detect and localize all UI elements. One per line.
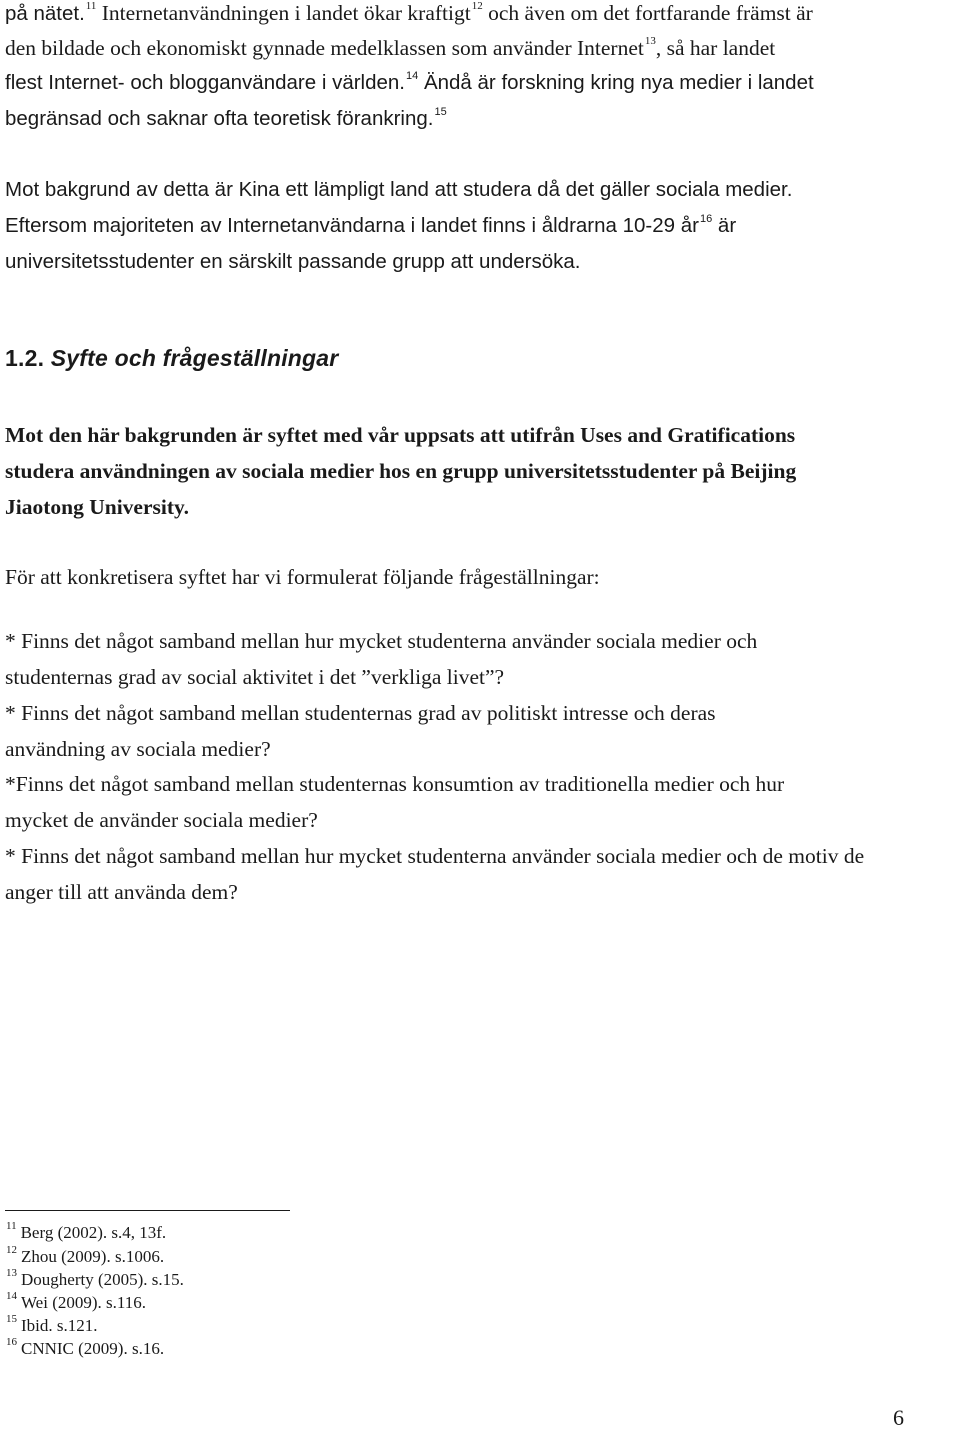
- footnote-ref-15[interactable]: 15: [434, 106, 447, 118]
- question-4-line2: anger till att använda dem?: [5, 880, 238, 904]
- purpose-line1: Mot den här bakgrunden är syftet med vår uppsats att utifrån Uses and Gratifications: [5, 423, 796, 447]
- footnote-14: $^{14}$ Wei (2009). s.116.: [6, 1290, 147, 1312]
- para2-line3: universitetsstudenter en särskilt passande grupp att undersöka.: [5, 250, 581, 273]
- question-4-line1: * Finns det något samband mellan hur mycket studenterna använder sociala medier och de motiv de: [5, 844, 865, 868]
- question-1-line1: * Finns det något samband mellan hur mycket studenterna använder sociala medier och: [5, 629, 758, 653]
- footnote-11: $^{11}$ Berg (2002). s.4, 13f.: [6, 1220, 167, 1242]
- question-2-line2: användning av sociala medier?: [5, 737, 271, 761]
- footnote-ref-12[interactable]: 12: [471, 0, 483, 12]
- footnote-ref-14[interactable]: 14: [406, 70, 419, 82]
- footnote-15: $^{15}$ Ibid. s.121.: [6, 1313, 98, 1335]
- question-3-line1: *Finns det något samband mellan studenternas konsumtion av traditionella medier och hur: [5, 772, 785, 796]
- para2-line2: Eftersom majoriteten av Internetanvändarna i landet finns i åldrarna 10-29 $år^{16}$ är: [5, 213, 737, 237]
- para1-line3: flest Internet- och blogganvändare i världen.$^{14}$ Ändå är forskning kring nya medier i landet: [5, 70, 814, 94]
- footnote-ref-13[interactable]: 13: [644, 35, 656, 47]
- footnote-16: $^{16}$ CNNIC (2009). s.16.: [6, 1336, 165, 1358]
- footnote-12: $^{12}$ Zhou (2009). s.1006.: [6, 1244, 165, 1266]
- question-3-line2: mycket de använder sociala medier?: [5, 808, 318, 832]
- footnote-separator: [5, 1210, 290, 1211]
- section-number: 1.2.: [5, 345, 45, 371]
- footnote-ref-16[interactable]: 16: [699, 213, 713, 225]
- para1-line2: den bildade och ekonomiskt gynnade medelklassen som använder Internet$^{13}$, så har landet: [5, 35, 776, 60]
- question-2-line1: * Finns det något samband mellan studenternas grad av politiskt intresse och deras: [5, 701, 716, 725]
- para2-line1: Mot bakgrund av detta är Kina ett lämpligt land att studera då det gäller sociala medier.: [5, 178, 793, 201]
- footnote-13: $^{13}$ Dougherty (2005). s.15.: [6, 1267, 184, 1289]
- para1-line4: begränsad och saknar ofta teoretisk förankring.$^{15}$: [5, 106, 447, 130]
- purpose-line3: Jiaotong University.: [5, 495, 189, 519]
- section-title: Syfte och frågeställningar: [44, 345, 339, 371]
- para1-line1: på nätet.$^{11}$ Internetanvändningen i landet ökar kraftigt$^{12}$ och även om det fortfarande främst är: [5, 0, 813, 25]
- question-1-line2: studenternas grad av social aktivitet i det ”verkliga livet”?: [5, 665, 505, 689]
- purpose-line2: studera användningen av sociala medier hos en grupp universitetsstudenter på Beijing: [5, 459, 797, 483]
- footnote-ref-11[interactable]: 11: [85, 0, 97, 12]
- questions-intro: För att konkretisera syftet har vi formulerat följande frågeställningar:: [5, 565, 600, 589]
- section-heading: [5, 345, 338, 372]
- page-number: 6: [893, 1405, 904, 1430]
